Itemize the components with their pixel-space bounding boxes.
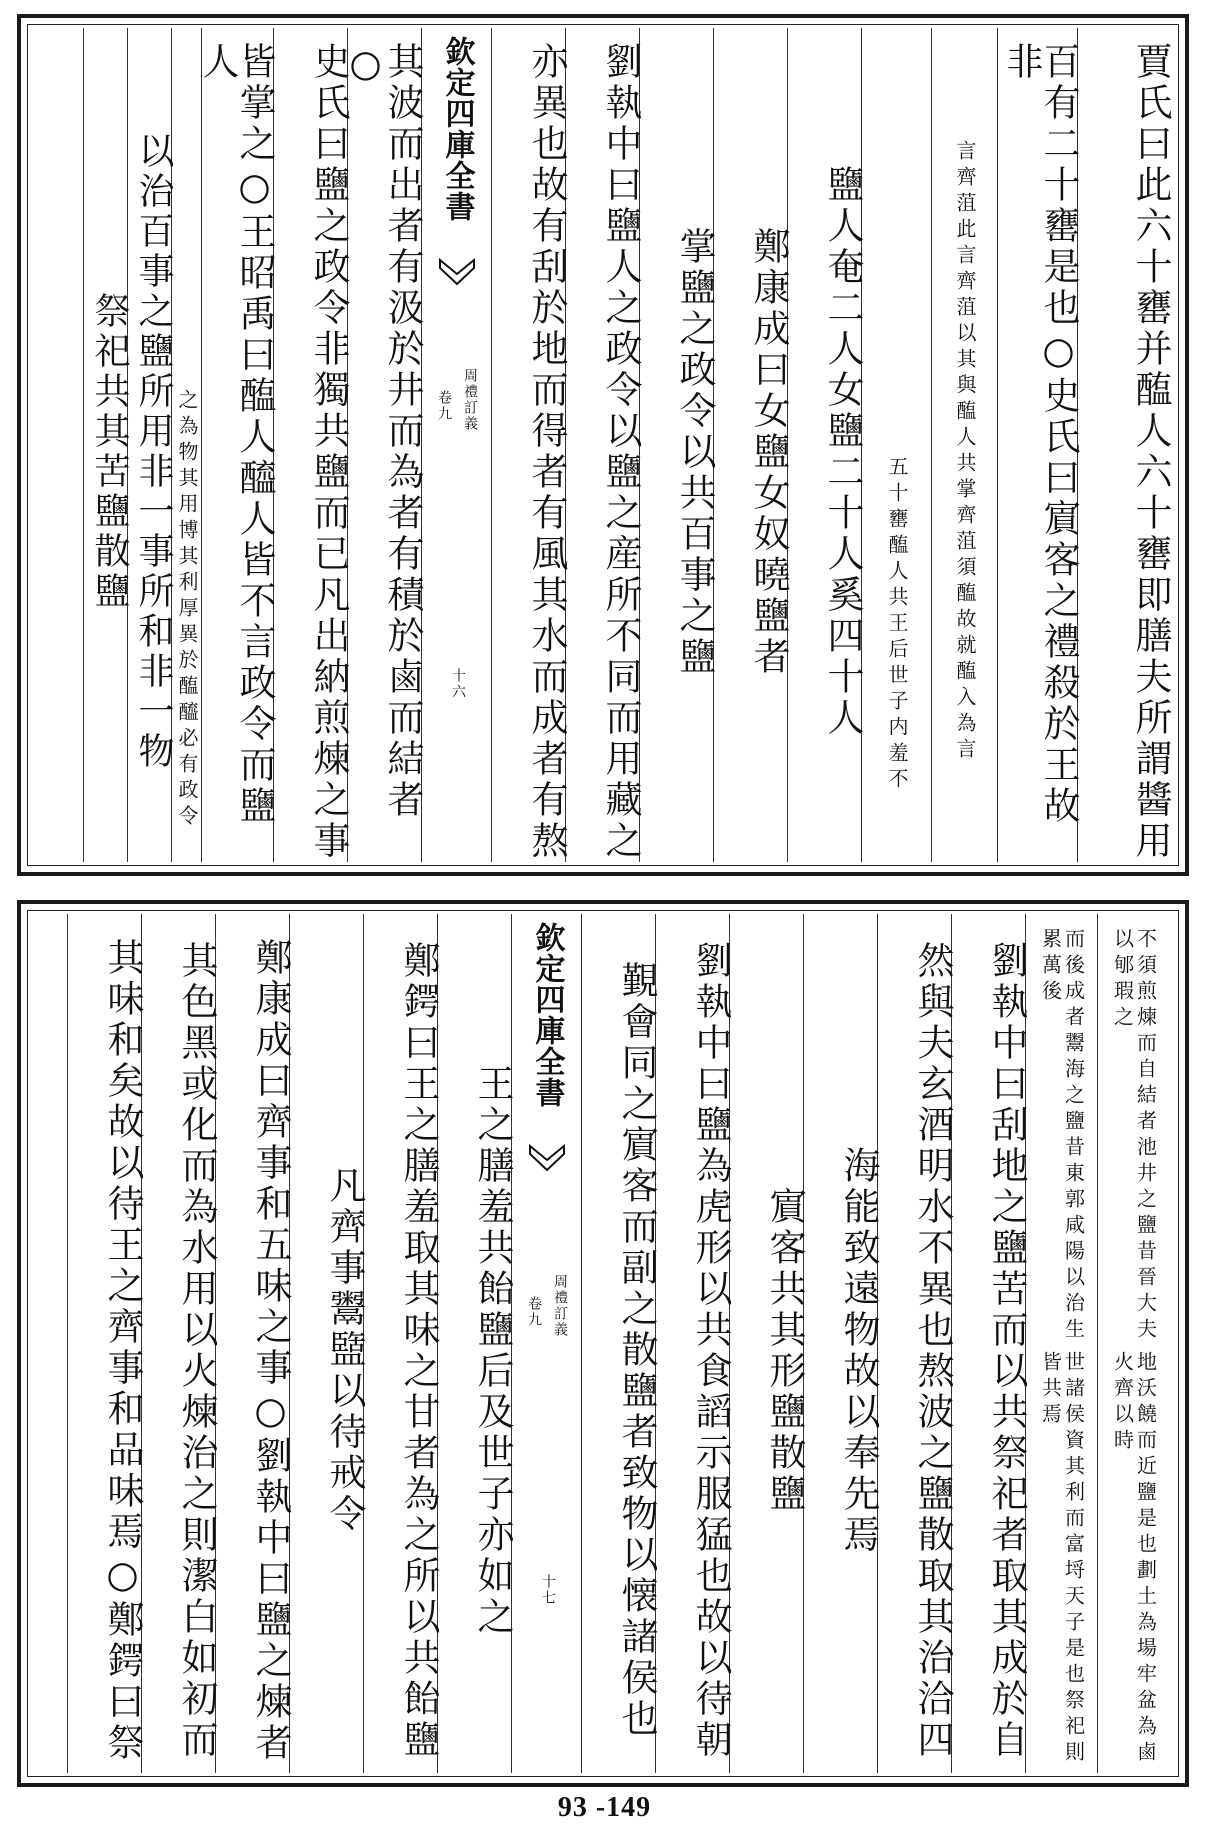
text-column: 鹽人奄二人女鹽二十人奚四十人 <box>787 28 861 862</box>
text-column: 凡齊事鬻盬以待戒令 <box>289 914 363 1773</box>
text-column: 百有二十罋是也○史氏曰賔客之禮殺於王故非 <box>997 28 1077 862</box>
center-spine <box>421 28 491 862</box>
text-column: 祭祀共其苦鹽散鹽 <box>83 28 127 862</box>
text-column: 鄭鍔曰王之膳羞取其味之甘者為之所以共飴鹽 <box>363 914 437 1773</box>
text-column: 皆掌之○王昭禹曰醢人醯人皆不言政令而鹽人 <box>201 28 273 862</box>
text-column: 王之膳羞共飴鹽后及世子亦如之 <box>437 914 511 1773</box>
book-title: 周禮訂義 <box>462 368 478 432</box>
fish-tail-mark-icon <box>530 1146 564 1176</box>
text-column: 掌鹽之政令以共百事之鹽 <box>639 28 713 862</box>
text-column: 劉執中曰鹽為虎形以共食謟示服猛也故以待朝 <box>655 914 729 1773</box>
library-title: 欽定四庫全書 <box>529 922 565 1108</box>
volume-label: 卷九 <box>526 1296 542 1328</box>
text-column: 覲會同之賔客而副之散鹽者致物以懐諸侯也 <box>581 914 655 1773</box>
text-column: 史氏曰鹽之政令非獨共鹽而已凡出納煎煉之事 <box>273 28 347 862</box>
page-number: 93 -149 <box>557 1792 652 1823</box>
fish-tail-mark-icon <box>440 260 474 290</box>
text-column: 其波而出者有汲於井而為者有積於鹵而結者○ <box>347 28 421 862</box>
text-column: 海能致遠物故以奉先焉 <box>803 914 877 1773</box>
center-spine <box>511 914 581 1773</box>
text-column: 劉執中曰刮地之鹽苦而以共祭祀者取其成於自 <box>951 914 1025 1773</box>
text-column: 鄭康成曰齊事和五味之事○劉執中曰鹽之煉者 <box>215 914 289 1773</box>
annotation-column: 五十罋醢人共王后世子内羞不 <box>861 28 931 862</box>
text-column: 其味和矣故以待王之齊事和品味焉○鄭鍔曰祭 <box>67 914 141 1773</box>
book-title: 周禮訂義 <box>552 1274 568 1338</box>
annotation-column: 之為物其用博其利厚異於醢醯必有政令 <box>171 28 201 862</box>
leaf-number: 十六 <box>450 668 466 700</box>
text-column: 然與夫玄酒明水不異也熬波之鹽散取其治洽四 <box>877 914 951 1773</box>
text-column: 鄭康成曰女鹽女奴曉鹽者 <box>713 28 787 862</box>
text-column: 賔客共其形鹽散鹽 <box>729 914 803 1773</box>
top-page-panel <box>17 14 1189 876</box>
bottom-page-panel <box>17 900 1189 1787</box>
text-column: 亦異也故有刮於地而得者有風其水而成者有熬 <box>491 28 565 862</box>
text-column: 劉執中曰鹽人之政令以鹽之産所不同而用藏之 <box>565 28 639 862</box>
text-column: 其色黑或化而為水用以火煉治之則潔白如初而 <box>141 914 215 1773</box>
annotation-column: 不須煎煉而自結者池井之鹽昔晉大夫以郇瑕之 地沃饒而近鹽是也劃土為場牢盆為鹵火齊以時 <box>1097 914 1169 1773</box>
text-column: 以治百事之鹽所用非一事所和非一物 <box>127 28 171 862</box>
leaf-number: 十七 <box>540 1574 556 1606</box>
library-title: 欽定四庫全書 <box>439 36 475 222</box>
volume-label: 卷九 <box>436 390 452 422</box>
annotation-column: 而後成者鬻海之鹽昔東郭咸陽以治生累萬後 世諸侯資其利而富埒天子是也祭祀則皆共焉 <box>1025 914 1097 1773</box>
annotation-column: 言齊菹此言齊菹以其與醢人 共掌齊菹須醢故就醢入為言 <box>931 28 997 862</box>
text-column: 賈氏曰此六十罋并醢人六十罋即膳夫所謂醬用 <box>1077 28 1169 862</box>
